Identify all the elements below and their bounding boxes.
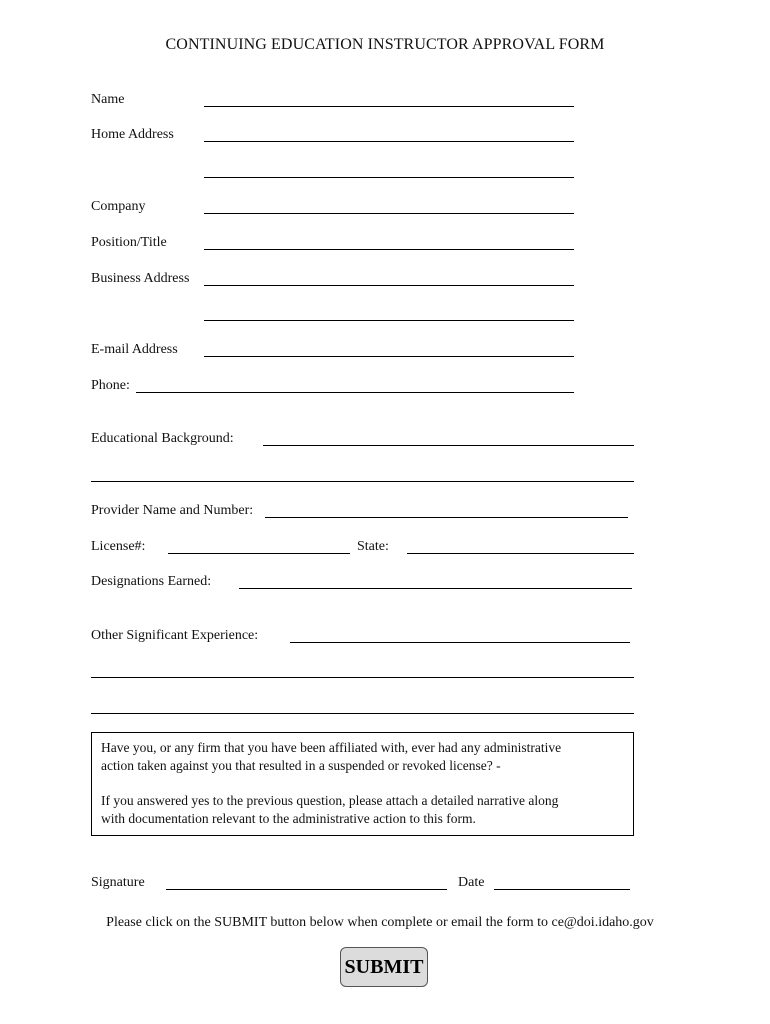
notice-line-4: with documentation relevant to the administrative action to this form. <box>101 811 476 826</box>
provider-field[interactable] <box>265 517 628 518</box>
license-label: License#: <box>91 539 146 554</box>
notice-line-3: If you answered yes to the previous question, please attach a detailed narrative along <box>101 793 559 808</box>
designations-field[interactable] <box>239 588 632 589</box>
date-field[interactable] <box>494 889 630 890</box>
signature-label: Signature <box>91 875 145 890</box>
submit-button[interactable]: SUBMIT <box>340 947 428 987</box>
business-address-label: Business Address <box>91 271 190 286</box>
educational-background-label: Educational Background: <box>91 431 234 446</box>
state-label: State: <box>357 539 389 554</box>
email-address-field[interactable] <box>204 356 574 357</box>
company-label: Company <box>91 199 146 214</box>
state-field[interactable] <box>407 553 634 554</box>
home-address-field[interactable] <box>204 141 574 142</box>
other-experience-line2-field[interactable] <box>91 677 634 678</box>
submit-instruction: Please click on the SUBMIT button below when complete or email the form to ce@doi.idaho.gov <box>106 915 654 930</box>
position-title-label: Position/Title <box>91 235 167 250</box>
signature-field[interactable] <box>166 889 447 890</box>
license-field[interactable] <box>168 553 350 554</box>
administrative-action-notice <box>91 732 634 836</box>
form-title: CONTINUING EDUCATION INSTRUCTOR APPROVAL FORM <box>165 36 605 53</box>
provider-label: Provider Name and Number: <box>91 503 254 518</box>
name-label: Name <box>91 92 125 107</box>
other-experience-line3-field[interactable] <box>91 713 634 714</box>
phone-field[interactable] <box>136 392 574 393</box>
notice-line-2: action taken against you that resulted in a suspended or revoked license? - <box>101 758 501 773</box>
business-address-field[interactable] <box>204 285 574 286</box>
date-label: Date <box>458 875 485 890</box>
educational-background-field[interactable] <box>263 445 634 446</box>
educational-background-line2-field[interactable] <box>91 481 634 482</box>
phone-label: Phone: <box>91 378 130 393</box>
position-title-field[interactable] <box>204 249 574 250</box>
notice-line-1: Have you, or any firm that you have been affiliated with, ever had any administrative <box>101 740 562 755</box>
designations-label: Designations Earned: <box>91 574 212 589</box>
home-address-line2-field[interactable] <box>204 177 574 178</box>
home-address-label: Home Address <box>91 127 174 142</box>
company-field[interactable] <box>204 213 574 214</box>
other-experience-label: Other Significant Experience: <box>91 628 259 643</box>
name-field[interactable] <box>204 106 574 107</box>
business-address-line2-field[interactable] <box>204 320 574 321</box>
email-address-label: E-mail Address <box>91 342 178 357</box>
other-experience-field[interactable] <box>290 642 630 643</box>
